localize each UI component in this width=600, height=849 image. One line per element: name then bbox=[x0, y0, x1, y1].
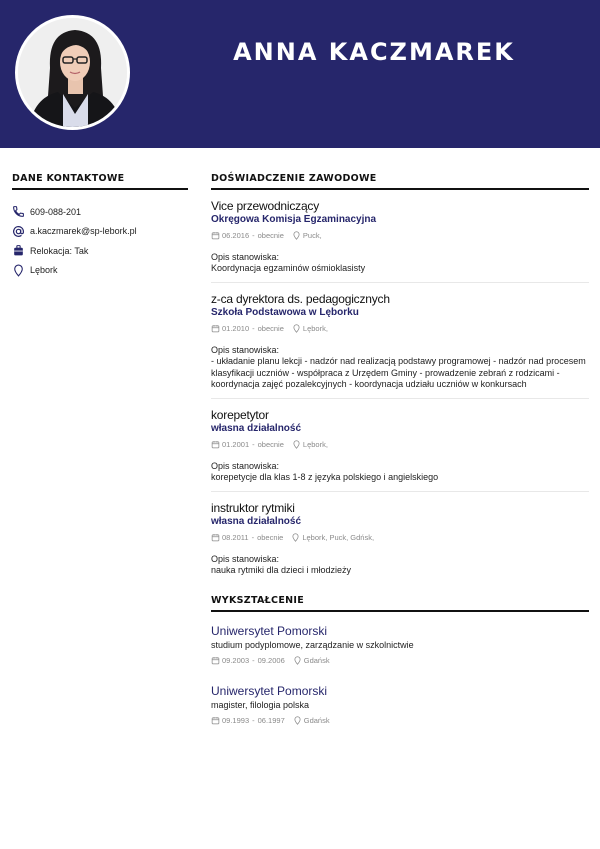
job-location: Lębork, bbox=[302, 324, 328, 334]
job-title: instruktor rytmiki bbox=[211, 501, 295, 516]
education-start-date: 09.2003 bbox=[222, 655, 250, 665]
job-end-date: obecnie bbox=[257, 324, 284, 334]
education-field: studium podyplomowe, zarządzanie w szkolnictwie bbox=[211, 639, 414, 650]
date-separator: - bbox=[252, 440, 255, 449]
calendar-icon bbox=[211, 324, 220, 333]
contact-list bbox=[12, 202, 188, 280]
job-meta bbox=[211, 440, 589, 449]
education-meta bbox=[211, 656, 589, 665]
education-location: Gdańsk bbox=[303, 655, 330, 665]
date-separator: - bbox=[252, 655, 255, 665]
job-meta bbox=[211, 231, 589, 240]
suitcase-icon bbox=[12, 244, 25, 257]
job-location: Lębork, bbox=[302, 440, 328, 449]
contact-city bbox=[12, 261, 188, 281]
person-portrait-icon bbox=[18, 18, 130, 130]
calendar-icon bbox=[211, 533, 220, 542]
calendar-icon bbox=[211, 716, 220, 725]
job-title: Vice przewodniczący bbox=[211, 199, 320, 213]
calendar-icon bbox=[211, 231, 220, 240]
job-start-date: 01.2001 bbox=[222, 440, 250, 449]
job-organization: własna działalność bbox=[211, 423, 302, 434]
job-description-label: Opis stanowiska: bbox=[211, 461, 280, 471]
job-description: Koordynacja egzaminów ośmioklasisty bbox=[211, 263, 366, 273]
education-school: Uniwersytet Pomorski bbox=[211, 683, 328, 698]
job-end-date: obecnie bbox=[257, 231, 284, 240]
calendar-icon bbox=[211, 440, 220, 449]
at-icon bbox=[12, 225, 25, 238]
location-pin-icon bbox=[12, 264, 25, 277]
job-description-label: Opis stanowiska: bbox=[211, 252, 280, 262]
location-pin-icon bbox=[291, 533, 300, 542]
education-start-date: 09.1993 bbox=[222, 715, 250, 725]
contact-section-title: DANE KONTAKTOWE bbox=[12, 173, 188, 190]
location-pin-icon bbox=[292, 440, 301, 449]
education-school: Uniwersytet Pomorski bbox=[211, 623, 328, 638]
job-start-date: 08.2011 bbox=[222, 533, 249, 543]
job-organization: własna działalność bbox=[211, 516, 302, 528]
experience-section-title: DOŚWIADCZENIE ZAWODOWE bbox=[211, 173, 589, 190]
calendar-icon bbox=[211, 656, 220, 665]
contact-relocation-text: Relokacja: Tak bbox=[30, 245, 89, 256]
location-pin-icon bbox=[292, 231, 301, 240]
job-description: nauka rytmiki dla dzieci i młodzieży bbox=[211, 565, 352, 576]
education-location: Gdańsk bbox=[303, 715, 330, 725]
job-title: korepetytor bbox=[211, 408, 269, 422]
education-meta bbox=[211, 716, 589, 725]
candidate-name: ANNA KACZMAREK bbox=[233, 38, 515, 66]
education-entry bbox=[211, 672, 589, 732]
contact-relocation bbox=[12, 241, 188, 261]
date-separator: - bbox=[252, 231, 255, 240]
job-organization: Okręgowa Komisja Egzaminacyjna bbox=[211, 214, 377, 225]
contact-email bbox=[12, 222, 188, 242]
job-description-label: Opis stanowiska: bbox=[211, 554, 280, 565]
main-column bbox=[211, 173, 589, 732]
header-band bbox=[0, 0, 600, 148]
location-pin-icon bbox=[292, 324, 301, 333]
date-separator: - bbox=[251, 533, 255, 543]
job-end-date: obecnie bbox=[257, 533, 284, 543]
job-location: Lębork, Puck, Gdńsk, bbox=[302, 533, 375, 543]
job-description-label: Opis stanowiska: bbox=[211, 345, 280, 356]
job-meta bbox=[211, 533, 589, 542]
contact-section bbox=[12, 173, 188, 280]
phone-icon bbox=[12, 205, 25, 218]
job-organization: Szkoła Podstawowa w Lęborku bbox=[211, 307, 359, 319]
job-title: z-ca dyrektora ds. pedagogicznych bbox=[211, 292, 390, 307]
job-entry bbox=[211, 190, 589, 283]
contact-phone bbox=[12, 202, 188, 222]
job-entry bbox=[211, 399, 589, 492]
date-separator: - bbox=[252, 324, 255, 334]
location-pin-icon bbox=[293, 656, 302, 665]
education-end-date: 09.2006 bbox=[257, 655, 285, 665]
job-description: korepetycje dla klas 1-8 z języka polskiego i angielskiego bbox=[211, 472, 439, 482]
education-entry bbox=[211, 612, 589, 672]
contact-phone-text: 609-088-201 bbox=[30, 206, 82, 217]
job-start-date: 01.2010 bbox=[222, 324, 250, 334]
education-section-title: WYKSZTAŁCENIE bbox=[211, 595, 589, 612]
job-entry bbox=[211, 492, 589, 584]
job-location: Puck, bbox=[302, 231, 322, 240]
job-meta bbox=[211, 324, 589, 333]
job-description: - układanie planu lekcji - nadzór nad realizacją podstawy programowej - nadzór nad procesem klasyfikacji uczniów - współpraca z Urzędem Gminy - prowadzenie zebrań z rodzicami - koordynacja zajęć pozalekcyjnych - koordynacja udziału uczniów w konkursach bbox=[211, 356, 586, 389]
location-pin-icon bbox=[293, 716, 302, 725]
job-entry bbox=[211, 283, 589, 399]
contact-email-text: a.kaczmarek@sp-lebork.pl bbox=[30, 226, 137, 237]
education-field: magister, filologia polska bbox=[211, 699, 310, 710]
job-end-date: obecnie bbox=[257, 440, 284, 449]
date-separator: - bbox=[252, 715, 255, 725]
contact-city-text: Lębork bbox=[30, 265, 58, 276]
profile-photo bbox=[15, 15, 130, 130]
education-end-date: 06.1997 bbox=[257, 715, 285, 725]
job-start-date: 06.2016 bbox=[222, 231, 250, 240]
